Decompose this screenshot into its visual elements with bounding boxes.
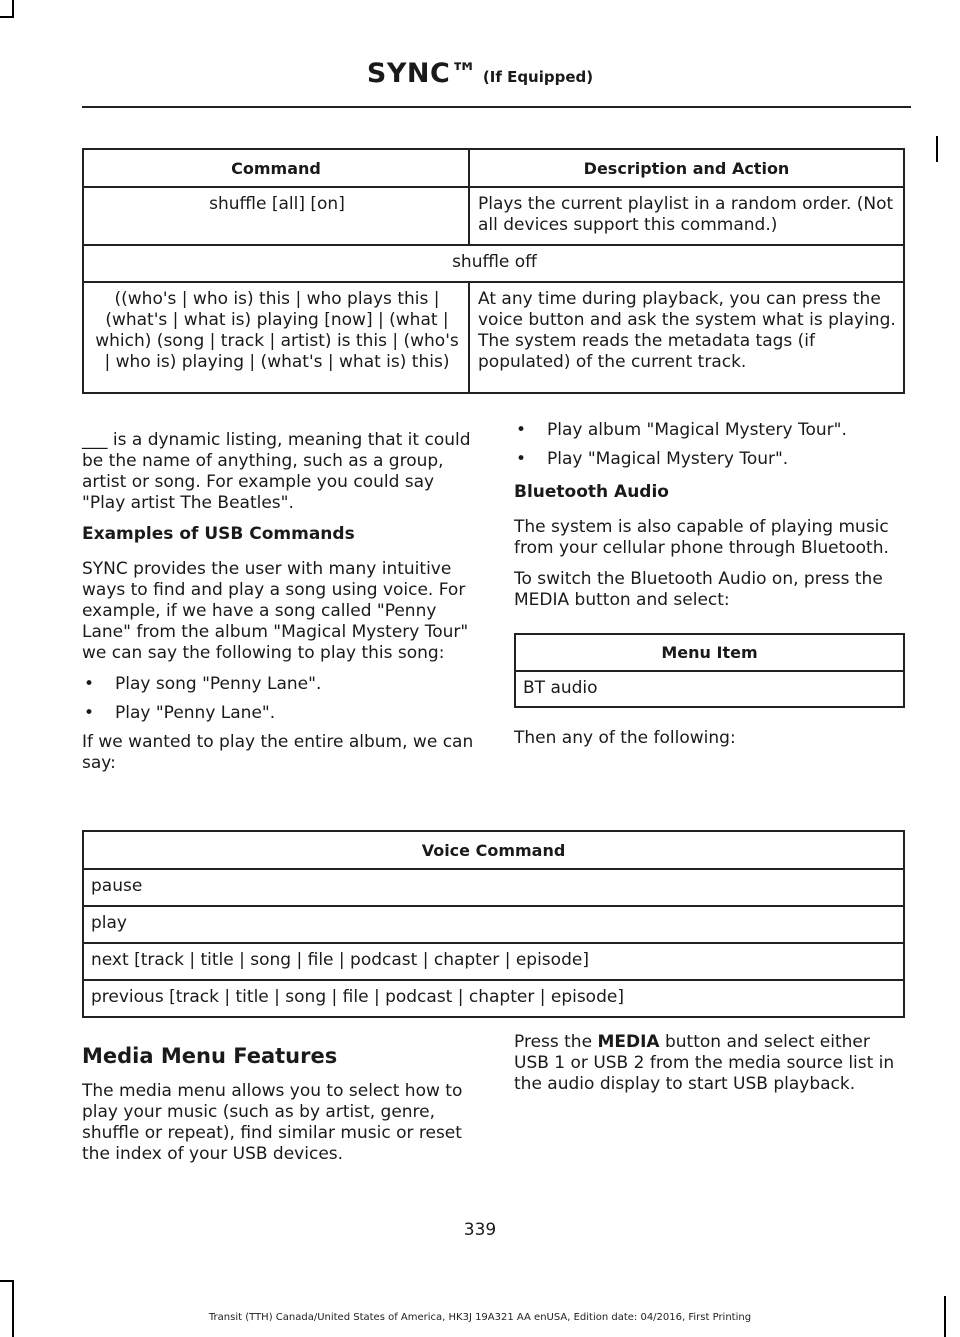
table-row [515,671,904,707]
description-cell: At any time during playback, you can press the voice button and ask the system what is playing. The system reads the metadata tags (if populated) of the current track. [469,282,904,393]
table-row [83,906,904,943]
list-item: • Play "Magical Mystery Tour". [516,449,789,469]
crop-mark [936,136,938,162]
crop-mark [0,16,14,18]
paragraph: If we wanted to play the entire album, we can say: [82,732,474,773]
page-subtitle: (If Equipped) [482,68,594,86]
list-item: • Play album "Magical Mystery Tour". [516,420,847,440]
table-header: Command [83,149,469,187]
section-heading: Examples of USB Commands [82,524,355,544]
table-header: Voice Command [83,831,904,869]
paragraph: Press the MEDIA button and select either USB 1 or USB 2 from the media source list in the audio display to start USB playback. [514,1032,895,1094]
table-header: Description and Action [469,149,904,187]
paragraph: The media menu allows you to select how to play your music (such as by artist, genre, shuffle or repeat), find similar music or reset the index of your USB devices. [82,1081,463,1164]
left-column [82,430,477,784]
crop-mark [0,1280,14,1282]
header-rule [82,106,911,108]
command-cell: ((who's | who is) this | who plays this | (what's | what is) playing [now] | (what | which) (song | track | artist) is this | (who's | who is) playing | (what's | what is) this) [83,282,469,393]
table-header: Menu Item [515,634,904,671]
command-table [82,148,905,394]
voice-command-cell: next [track | title | song | file | podcast | chapter | episode] [83,943,904,980]
command-cell: shuffle [all] [on] [83,187,469,245]
page-header [0,58,960,89]
paragraph: The system is also capable of playing music from your cellular phone through Bluetooth. [514,517,889,558]
table-row [83,869,904,906]
menu-table [514,633,905,708]
voice-command-table [82,830,905,1018]
page-title: SYNC™ [366,58,478,89]
right-column [514,420,909,759]
voice-command-cell: play [83,906,904,943]
section-heading: Media Menu Features [82,1044,338,1068]
page-number: 339 [463,1220,497,1240]
table-row [83,282,904,393]
table-row [83,245,904,282]
media-menu-section [82,1046,477,1175]
section-heading: Bluetooth Audio [514,482,669,502]
paragraph: ___ is a dynamic listing, meaning that it could be the name of anything, such as a group, artist or song. For example you could say "Play artist The Beatles". [82,430,471,513]
command-cell: shuffle off [83,245,904,282]
media-button-label: MEDIA [597,1032,660,1052]
media-menu-instructions [514,1032,909,1105]
crop-mark [12,1280,14,1337]
paragraph: To switch the Bluetooth Audio on, press the MEDIA button and select: [514,569,883,610]
menu-item-cell: BT audio [515,671,904,707]
page-footer: Transit (TTH) Canada/United States of America, HK3J 19A321 AA enUSA, Edition date: 04/2016, First Printing [208,1312,752,1323]
table-row [83,980,904,1017]
list-item: • Play song "Penny Lane". [84,674,322,694]
voice-command-cell: pause [83,869,904,906]
table-row [83,943,904,980]
voice-command-cell: previous [track | title | song | file | podcast | chapter | episode] [83,980,904,1017]
list-item: • Play "Penny Lane". [84,703,276,723]
table-row [83,187,904,245]
paragraph: Then any of the following: [514,728,736,748]
description-cell: Plays the current playlist in a random order. (Not all devices support this command.) [469,187,904,245]
paragraph: SYNC provides the user with many intuitive ways to find and play a song using voice. For example, if we have a song called "Penny Lane" from the album "Magical Mystery Tour" we can say the following to play this song: [82,559,469,663]
